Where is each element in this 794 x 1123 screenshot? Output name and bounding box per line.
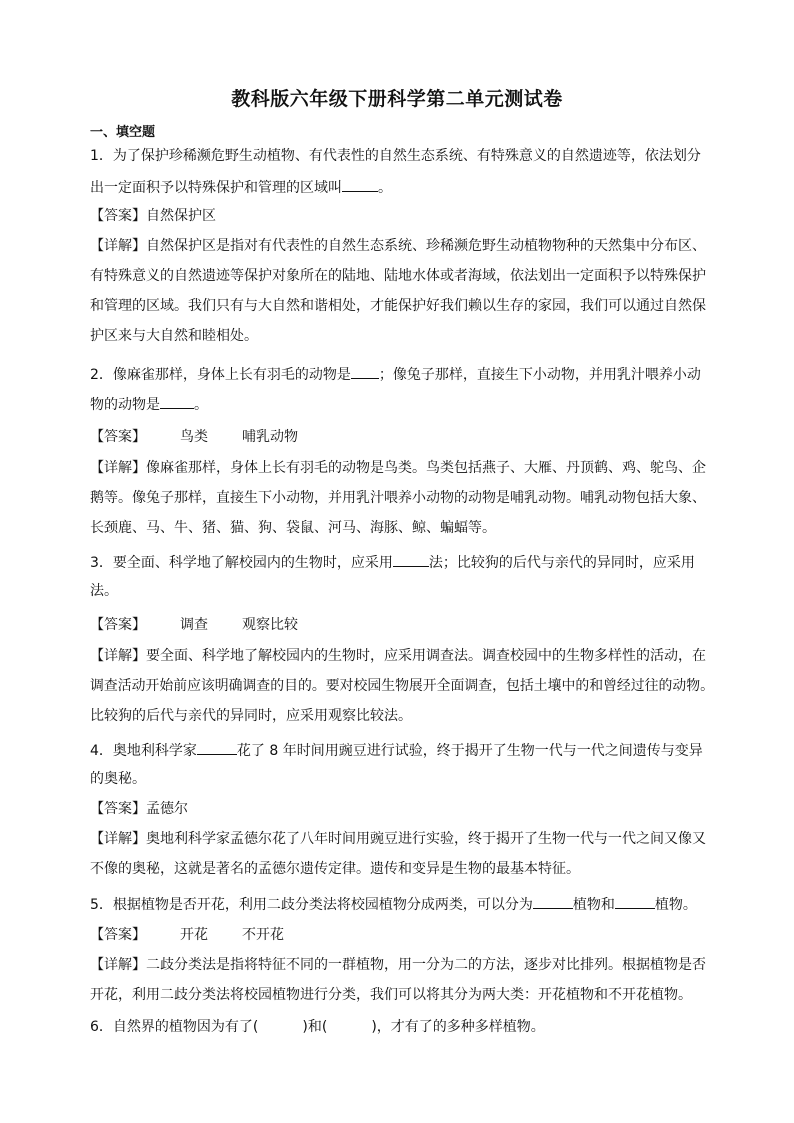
q1-text-b: 。: [378, 180, 392, 196]
q5-blank-2: [615, 894, 655, 909]
q1-line-1: 1．为了保护珍稀濒危野生动植物、有代表性的自然生态系统、有特殊意义的自然遗迹等，依法划分: [90, 148, 701, 164]
q6-text-c: )，才有了的多种多样植物。: [371, 1019, 545, 1035]
q6-text-b: )和(: [302, 1019, 328, 1035]
q3-text-b: 法；比较狗的后代与亲代的异同时，应采用: [428, 555, 695, 571]
q2-text-c: 物的动物是: [90, 397, 160, 413]
q3-answer-1: 调查: [180, 617, 208, 633]
q1-answer: 【答案】自然保护区: [90, 208, 216, 224]
q4-blank: [197, 740, 237, 755]
q1-line-2: [90, 177, 392, 197]
q4-text-a: 4．奥地利科学家: [90, 743, 197, 759]
q4-line-2: 的奥秘。: [90, 771, 146, 787]
q2-text-d: 。: [194, 397, 208, 413]
section-heading: 一、填空题: [90, 125, 156, 140]
q5-answer-1: 开花: [180, 927, 208, 943]
q3-answer-2: 观察比较: [242, 617, 298, 633]
q2-detail-2: 鹅等。像兔子那样，直接生下小动物，并用乳汁喂养小动物的动物是哺乳动物。哺乳动物包括大象、: [90, 490, 706, 506]
q2-text-a: 2．像麻雀那样，身体上长有羽毛的动物是: [90, 367, 351, 383]
q5-answer-2: 不开花: [242, 927, 284, 943]
q3-line-2: 法。: [90, 583, 118, 599]
q2-line-2: [90, 394, 208, 414]
q3-line-1: [90, 552, 695, 572]
q2-blank-1: [351, 364, 379, 379]
q1-detail-4: 护区来与大自然和睦相处。: [90, 328, 258, 344]
q3-answer: [90, 616, 298, 634]
q2-answer-2: 哺乳动物: [242, 429, 298, 445]
q5-blank-1: [533, 894, 573, 909]
q2-blank-2: [160, 394, 194, 409]
q3-answer-label: 【答案】: [90, 617, 146, 633]
q5-line-1: [90, 894, 697, 914]
q4-text-b: 花了 8 年时间用豌豆进行试验，终于揭开了生物一代与一代之间遗传与变异: [236, 743, 703, 759]
q1-blank: [342, 177, 378, 192]
q5-text-b: 植物和: [572, 897, 615, 913]
q5-detail-2: 开花，利用二歧分类法将校园植物进行分类，我们可以将其分为两大类：开花植物和不开花植物。: [90, 987, 692, 1003]
q2-detail-3: 长颈鹿、马、牛、猪、猫、狗、袋鼠、河马、海豚、鲸、蝙蝠等。: [90, 520, 496, 536]
q5-text-a: 5．根据植物是否开花，利用二歧分类法将校园植物分成两类，可以分为: [90, 897, 533, 913]
q5-answer-label: 【答案】: [90, 927, 146, 943]
q2-answer-1: 鸟类: [180, 429, 208, 445]
q1-detail-1: 【详解】自然保护区是指对有代表性的自然生态系统、珍稀濒危野生动植物物种的天然集中分布区、: [90, 238, 706, 254]
q2-detail-1: 【详解】像麻雀那样，身体上长有羽毛的动物是鸟类。鸟类包括燕子、大雁、丹顶鹤、鸡、鸵鸟、企: [90, 460, 706, 476]
q1-detail-3: 和管理的区域。我们只有与大自然和谐相处，才能保护好我们赖以生存的家园，我们可以通过自然保: [90, 298, 706, 314]
q5-answer: [90, 926, 284, 944]
q3-text-a: 3．要全面、科学地了解校园内的生物时，应采用: [90, 555, 393, 571]
q1-detail-2: 有特殊意义的自然遗迹等保护对象所在的陆地、陆地水体或者海域，依法划出一定面积予以特殊保护: [90, 268, 706, 284]
q2-answer: [90, 428, 298, 446]
q4-detail-1: 【详解】奥地利科学家孟德尔花了八年时间用豌豆进行实验，终于揭开了生物一代与一代之间又像又: [90, 831, 706, 847]
q2-line-1: [90, 364, 701, 384]
page-title: 教科版六年级下册科学第二单元测试卷: [231, 88, 563, 110]
q4-detail-2: 不像的奥秘，这就是著名的孟德尔遗传定律。遗传和变异是生物的最基本特征。: [90, 861, 580, 877]
q2-text-b: ；像兔子那样，直接生下小动物，并用乳汁喂养小动: [378, 367, 701, 383]
q5-text-c: 植物。: [654, 897, 697, 913]
q6-text-a: 6．自然界的植物因为有了(: [90, 1019, 259, 1035]
q3-detail-1: 【详解】要全面、科学地了解校园内的生物时，应采用调查法。调查校园中的生物多样性的活动，在: [90, 648, 706, 664]
q3-blank-1: [393, 552, 429, 567]
q1-text-a: 出一定面积予以特殊保护和管理的区域叫: [90, 180, 342, 196]
q3-detail-2: 调查活动开始前应该明确调查的目的。要对校园生物展开全面调查，包括土壤中的和曾经过往的动物。: [90, 678, 714, 694]
q5-detail-1: 【详解】二歧分类法是指将特征不同的一群植物，用一分为二的方法，逐步对比排列。根据植物是否: [90, 957, 706, 973]
q3-detail-3: 比较狗的后代与亲代的异同时，应采用观察比较法。: [90, 708, 412, 724]
q2-answer-label: 【答案】: [90, 429, 146, 445]
q4-answer: 【答案】孟德尔: [90, 801, 188, 817]
q4-line-1: [90, 740, 703, 760]
q6-line-1: [90, 1018, 545, 1036]
